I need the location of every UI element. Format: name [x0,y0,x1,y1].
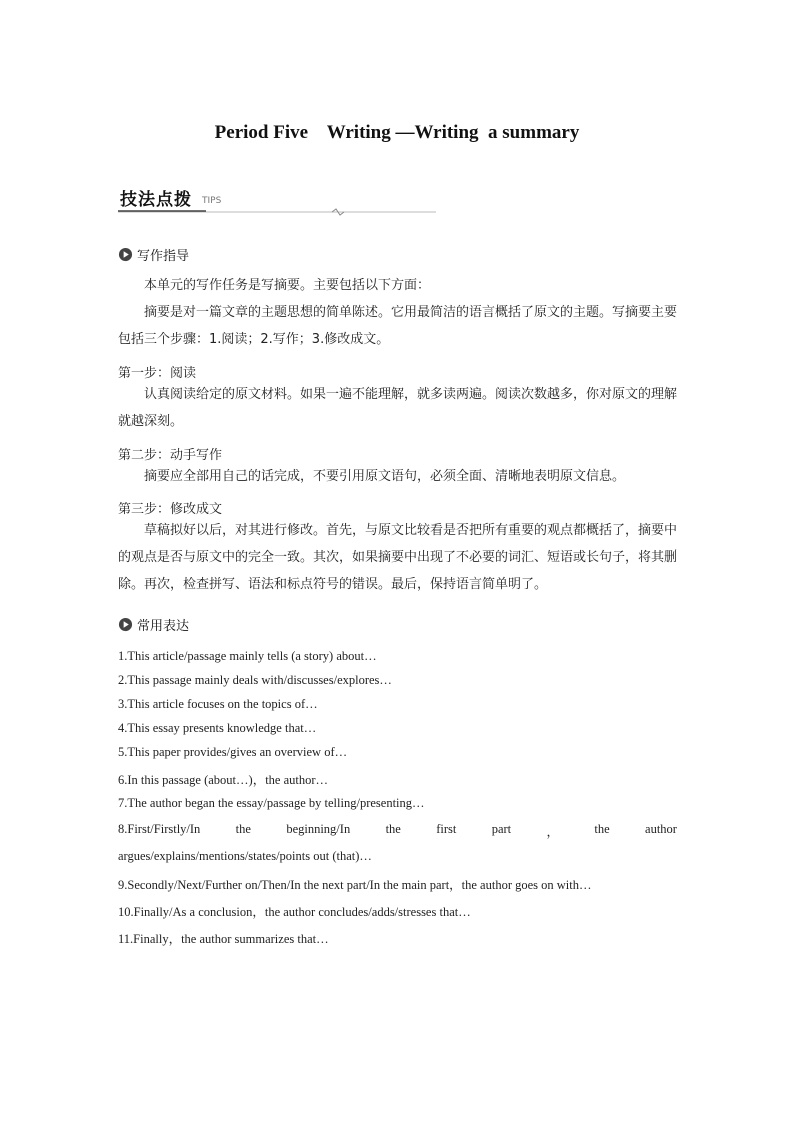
expression-item: 4.This essay presents knowledge that… [118,721,317,735]
expression-item: 3.This article focuses on the topics of… [118,697,318,711]
tips-heading: 技法点拨 [120,190,192,210]
word: part [491,822,512,836]
expression-item: 10.Finally/As a conclusion，the author concludes/adds/stresses that… [118,905,471,919]
word: the [594,822,610,836]
tips-subheading: TIPS [202,196,222,206]
word: the [235,822,251,836]
expression-item: 6.In this passage (about…)，the author… [118,773,329,787]
word: ， [546,825,560,839]
step2-label: 第二步：动手写作 [118,448,223,463]
expression-item: 9.Secondly/Next/Further on/Then/In the next part/In the main part，the author goes on with… [118,878,592,892]
section-heading-label: 写作指导 [137,248,190,264]
word: the [385,822,401,836]
page-title: Period Five Writing —Writing a summary [214,122,580,143]
expression-item-8-line2: argues/explains/mentions/states/points out (that)… [118,849,372,863]
step1-label: 第一步：阅读 [118,366,197,381]
expression-item: 11.Finally，the author summarizes that… [118,932,329,946]
expression-item: 7.The author began the essay/passage by telling/presenting… [118,796,425,810]
step3-paragraph: 草稿拟好以后，对其进行修改。首先，与原文比较看是否把所有重要的观点都概括了，摘要中的观点是否与原文中的完全一致。其次，如果摘要中出现了不必要的词汇、短语或长句子，将其删除。再次，检查拼写、语法和标点符号的错误。最后，保持语言简单明了。 [118,523,678,592]
expression-item-8-line1 [118,822,677,840]
word: first [436,822,457,836]
play-circle-icon [118,247,133,262]
section-heading-writing-guide [118,245,189,263]
tips-underline [118,207,438,217]
expression-item: 5.This paper provides/gives an overview of… [118,745,348,759]
expression-item: 2.This passage mainly deals with/discusses/explores… [118,673,392,687]
summary-definition-paragraph: 摘要是对一篇文章的主题思想的简单陈述。它用最简洁的语言概括了原文的主题。写摘要主要包括三个步骤：1.阅读；2.写作；3.修改成文。 [118,305,678,347]
expression-item-8 [118,822,677,864]
play-circle-icon [118,617,133,632]
intro-paragraph: 本单元的写作任务是写摘要。主要包括以下方面： [144,278,431,293]
expression-item: 1.This article/passage mainly tells (a story) about… [118,649,377,663]
word: author [645,822,677,836]
word: 8.First/Firstly/In [118,822,201,836]
step3-label: 第三步：修改成文 [118,502,223,517]
step2-paragraph: 摘要应全部用自己的话完成，不要引用原文语句，必须全面、清晰地表明原文信息。 [144,469,626,484]
section-heading-common-expressions [118,615,189,633]
section-heading-label: 常用表达 [137,618,190,634]
word: beginning/In [286,822,351,836]
tips-banner [118,183,438,219]
step1-paragraph: 认真阅读给定的原文材料。如果一遍不能理解，就多读两遍。阅读次数越多，你对原文的理解就越深刻。 [118,387,678,429]
